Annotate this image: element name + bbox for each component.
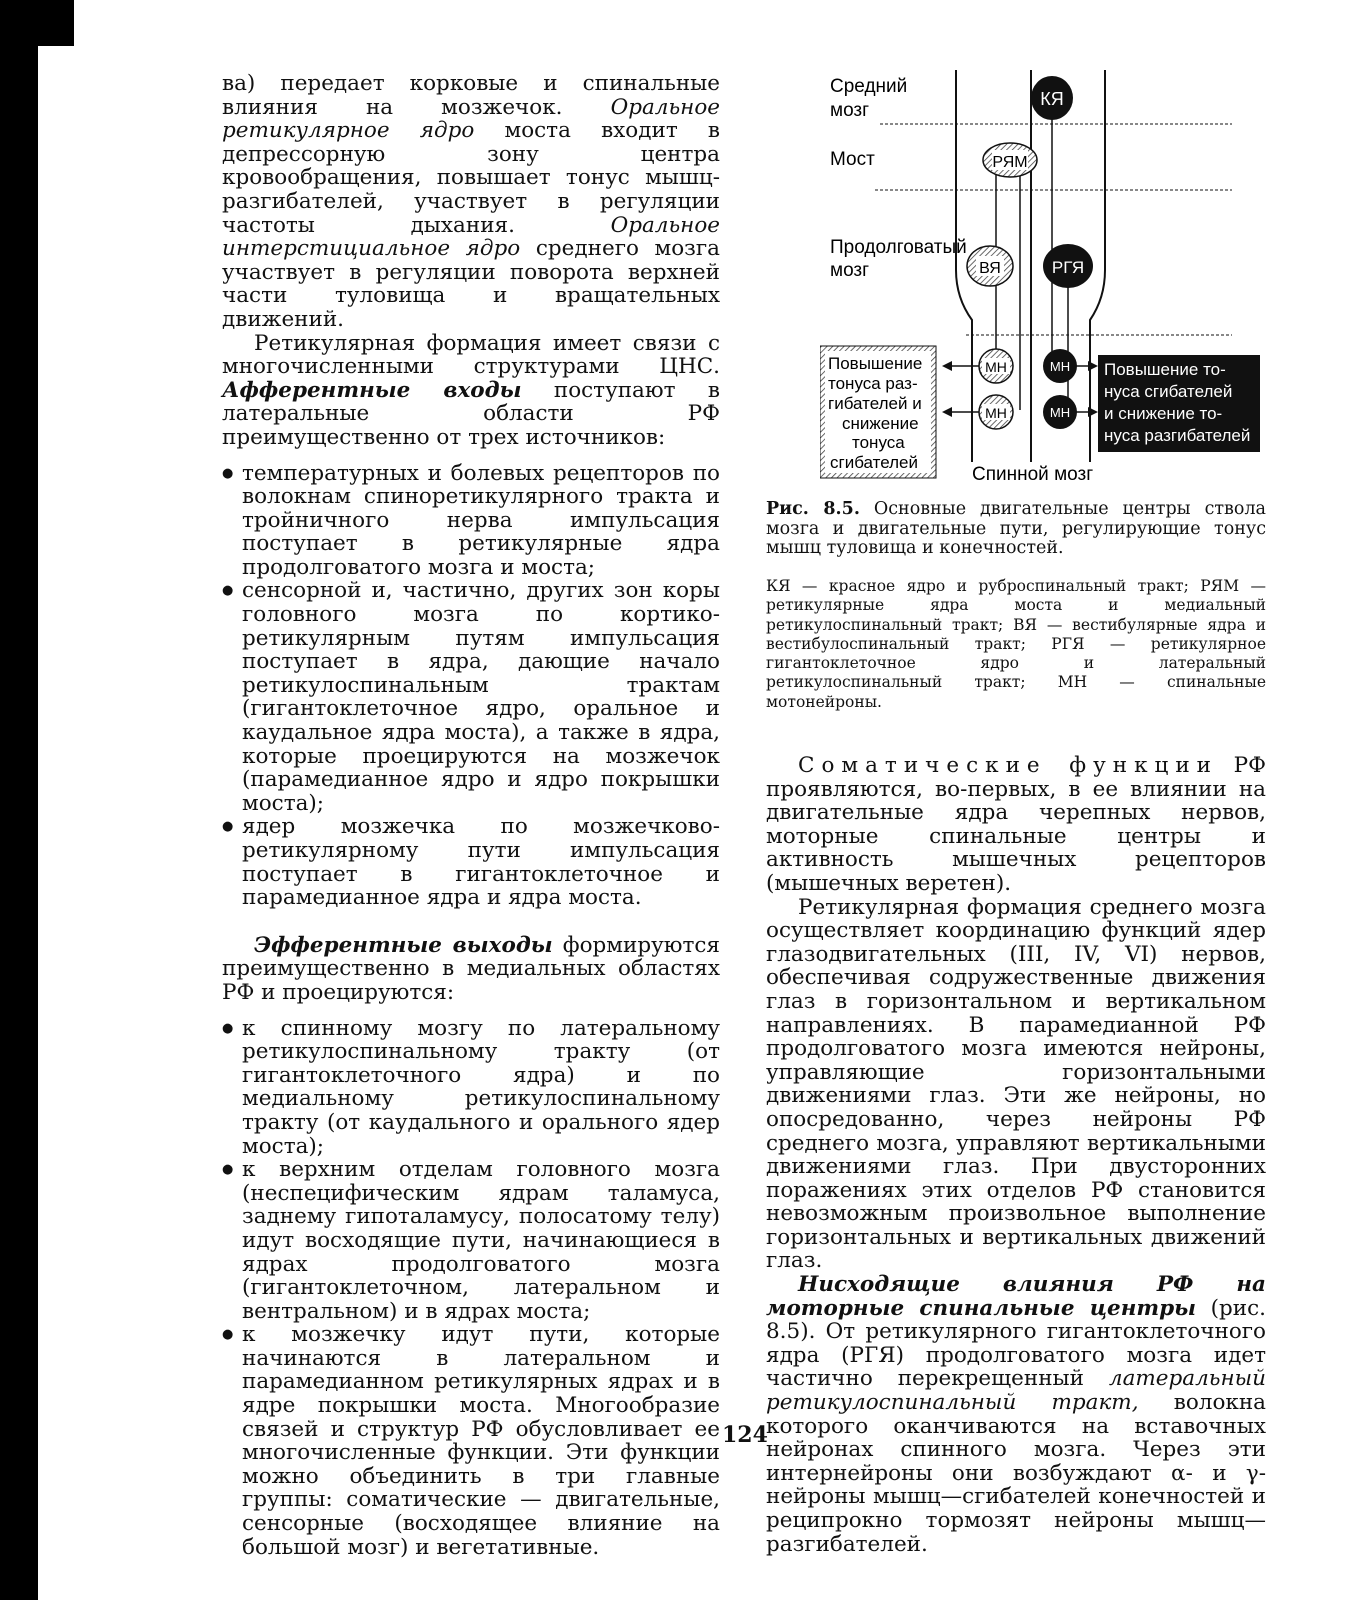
svg-text:МН: МН bbox=[1049, 359, 1071, 374]
paragraph: ва) передает корковые и спинальные влияния на мозжечок. Оральное ретикулярное ядро моста входит в депрессорную зону центра кровообращения, повышает тонус мышц-разгибателей, участвует в регуляции частоты дыхания. Оральное интерстициальное ядро среднего мозга участвует в регуляции поворота верхней части туловища и вращательных движений. bbox=[222, 71, 720, 332]
node-mn-left-lower bbox=[979, 395, 1013, 429]
svg-text:сгибателей: сгибателей bbox=[830, 453, 918, 472]
arrow-left-lower-head bbox=[942, 407, 952, 417]
node-vy bbox=[967, 246, 1013, 286]
page-binding-edge bbox=[0, 0, 38, 1600]
term-descending-influences: Нисходящие влияния РФ на моторные спинальные центры bbox=[766, 1272, 1266, 1321]
node-rgy bbox=[1043, 244, 1093, 288]
paragraph: Соматические функции РФ проявляются, во-первых, в ее влиянии на двигательные ядра черепных нервов, моторные спинальные центры и активность мышечных рецепторов (мышечных веретен). bbox=[766, 753, 1266, 896]
box-extensor-tone-increase bbox=[820, 346, 936, 478]
list-item: ● к верхним отделам головного мозга (неспецифическим ядрам таламуса, заднему гипоталамусу, полосатому телу) идут восходящие пути, начинающиеся в ядрах продолговатого мозга (гигантоклеточном, латеральном и вентральном) и в ядрах моста; bbox=[222, 1158, 720, 1323]
node-ky bbox=[1031, 76, 1073, 120]
svg-text:МН: МН bbox=[985, 359, 1007, 375]
figure-8-5-diagram bbox=[820, 70, 1270, 490]
svg-text:тонуса раз-: тонуса раз- bbox=[828, 374, 918, 393]
term-oral-reticular-nucleus: Оральное ретикулярное ядро bbox=[222, 94, 720, 144]
page-binding-notch bbox=[38, 0, 74, 46]
svg-text:тонуса: тонуса bbox=[852, 433, 905, 452]
paragraph: Ретикулярная формация имеет связи с многочисленными структурами ЦНС. Афферентные входы поступают в латеральные области РФ преимущественно от трех источников: bbox=[222, 330, 720, 450]
left-column bbox=[222, 72, 720, 1559]
label-pons: Мост bbox=[830, 149, 875, 170]
svg-text:Повышение то-: Повышение то- bbox=[1104, 360, 1226, 379]
figure-legend: КЯ — красное ядро и руброспинальный тракт; РЯМ — ретикулярные ядра моста и медиальный ретикулоспинальный тракт; ВЯ — вестибулярные ядра и вестибулоспинальный тракт; РГЯ — ретикулярное гигантоклеточное ядро и латеральный ретикулоспинальный тракт; МН — спинальные мотонейроны. bbox=[766, 577, 1266, 711]
term-afferent-inputs: Афферентные входы bbox=[222, 377, 522, 403]
svg-text:нуса разгибателей: нуса разгибателей bbox=[1104, 426, 1251, 445]
efferent-targets-list bbox=[222, 1017, 720, 1560]
list-item: ● к спинному мозгу по латеральному ретикулоспинальному тракту (от гигантоклеточного ядра) и по медиальному ретикулоспинальному тракту (от каудального и орального ядер моста); bbox=[222, 1017, 720, 1159]
afferent-sources-list bbox=[222, 462, 720, 910]
label-spinal-cord: Спинной мозг bbox=[972, 464, 1094, 485]
list-item: ● сенсорной и, частично, других зон коры головного мозга по кортико-ретикулярным путям импульсация поступает в ядра, дающие начало ретикулоспинальным трактам (гигантоклеточное ядро, оральное и каудальное ядра моста), а также в ядра, которые проецируются на мозжечок (парамедианное ядро и ядро покрышки моста); bbox=[222, 579, 720, 815]
term-somatic-functions: Соматические функции bbox=[798, 753, 1219, 778]
list-item: ● к мозжечку идут пути, которые начинаются в латеральном и парамедианном ретикулярных ядрах и в ядре покрышки моста. Многообразие связей и структур РФ обусловливает ее многочисленные функции. Эти функции можно объединить в три главные группы: соматические — двигательные, сенсорные (восходящее влияние на большой мозг) и вегетативные. bbox=[222, 1323, 720, 1559]
arrow-right-lower-head bbox=[1088, 407, 1098, 417]
arrow-left-upper-head bbox=[942, 361, 952, 371]
term-oral-interstitial-nucleus: Оральное интерстициальное ядро bbox=[222, 212, 720, 262]
node-mn-right-lower bbox=[1043, 395, 1077, 429]
label-midbrain-line2: мозг bbox=[830, 100, 870, 121]
figure-caption: Рис. 8.5. Основные двигательные центры ствола мозга и двигательные пути, регулирующие тонус мышц туловища и конечностей. bbox=[766, 499, 1266, 558]
svg-text:Повышение: Повышение bbox=[828, 354, 923, 373]
node-mn-left-upper bbox=[979, 349, 1013, 383]
svg-text:КЯ: КЯ bbox=[1040, 89, 1064, 109]
svg-text:и снижение то-: и снижение то- bbox=[1104, 404, 1223, 423]
list-item: ● температурных и болевых рецепторов по волокнам спиноретикулярного тракта и тройничного нерва импульсация поступает в ретикулярные ядра продолговатого мозга и моста; bbox=[222, 462, 720, 580]
paragraph: Ретикулярная формация среднего мозга осуществляет координацию функций ядер глазодвигательных (III, IV, VI) нервов, обеспечивая содружественные движения глаз в горизонтальном и вертикальном направлениях. В парамедианной РФ продолговатого мозга имеются нейроны, управляющие горизонтальными движениями глаз. Эти же нейроны, но опосредованно, через нейроны РФ среднего мозга, управляют вертикальными движениями глаз. При двусторонних поражениях этих отделов РФ становится невозможным произвольное выполнение горизонтальных и вертикальных движений глаз. bbox=[766, 894, 1266, 1274]
label-midbrain-line1: Средний bbox=[830, 76, 908, 97]
list-item: ● ядер мозжечка по мозжечково-ретикулярному пути импульсация поступает в гигантоклеточное и парамедианное ядра и ядра моста. bbox=[222, 815, 720, 909]
page-number: 124 bbox=[722, 1422, 768, 1448]
label-medulla-line1: Продолговатый bbox=[830, 237, 967, 258]
svg-text:МН: МН bbox=[985, 405, 1007, 421]
svg-text:гибателей и: гибателей и bbox=[828, 394, 922, 413]
box-flexor-tone-increase bbox=[1098, 355, 1260, 452]
node-mn-right-upper bbox=[1043, 349, 1077, 383]
svg-text:РГЯ: РГЯ bbox=[1051, 258, 1085, 277]
node-rym bbox=[983, 143, 1037, 177]
paragraph: Нисходящие влияния РФ на моторные спинальные центры (рис. 8.5). От ретикулярного гигантоклеточного ядра (РГЯ) продолговатого мозга идет частично перекрещенный латеральный ретикулоспинальный тракт, волокна которого оканчиваются на вставочных нейронах спинного мозга. Через эти интернейроны они возбуждают α- и γ-нейроны мышц—сгибателей конечностей и реципрокно тормозят нейроны мышц—разгибателей. bbox=[766, 1272, 1266, 1557]
label-medulla-line2: мозг bbox=[830, 260, 870, 281]
paragraph: Эфферентные выходы формируются преимущественно в медиальных областях РФ и проецируются: bbox=[222, 932, 720, 1005]
svg-text:снижение: снижение bbox=[842, 414, 919, 433]
svg-text:нуса сгибателей: нуса сгибателей bbox=[1104, 382, 1233, 401]
svg-text:МН: МН bbox=[1049, 405, 1071, 420]
arrow-right-upper-head bbox=[1088, 361, 1098, 371]
term-lateral-reticulospinal-tract: латеральный ретикулоспинальный тракт, bbox=[766, 1366, 1266, 1416]
svg-text:ВЯ: ВЯ bbox=[979, 260, 1001, 277]
term-efferent-outputs: Эфферентные выходы bbox=[254, 932, 553, 958]
svg-text:РЯМ: РЯМ bbox=[992, 154, 1028, 171]
right-column bbox=[766, 754, 1266, 1556]
